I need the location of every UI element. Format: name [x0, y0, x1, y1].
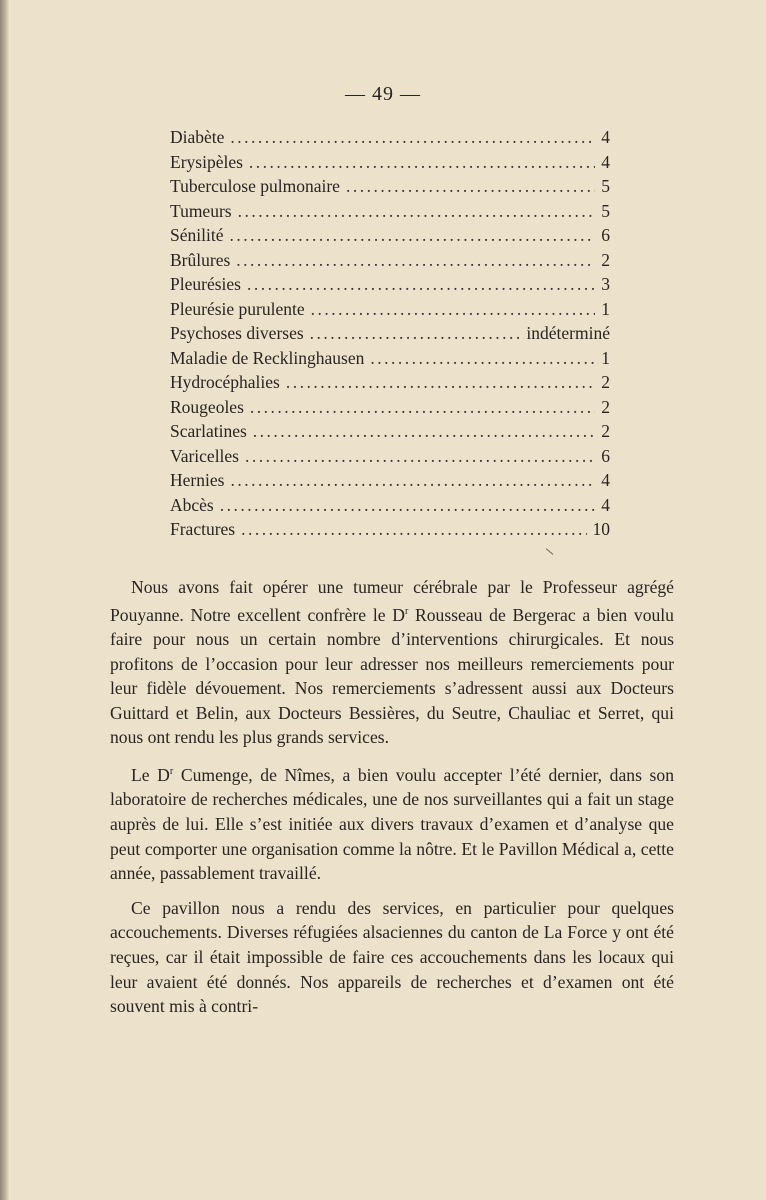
stats-row: [170, 495, 610, 520]
condition-label: Pleurésies: [170, 274, 241, 294]
count-value: 6: [601, 225, 610, 245]
condition-label: Tuberculose pulmonaire: [170, 176, 340, 196]
stats-row: [170, 176, 610, 201]
statistics-list: [170, 127, 610, 544]
paragraph-1-text-b: Rousseau de Bergerac a bien voulu faire pour nous un certain nombre d’interventions chirurgicales. Et nous profitons de l’occasion pour leur adresser nos meilleurs remerciements pour leur fidèle dévouement. Nos remerciements s’adressent aussi aux Docteurs Guittard et Belin, aux Docteurs Bessières, du Seutre, Chauliac et Serret, qui nous ont rendu les plus grands services.: [110, 604, 674, 748]
count-value: 2: [601, 249, 610, 270]
count-value: indéterminé: [526, 323, 610, 343]
stray-mark: [546, 548, 554, 555]
condition-label: Abcès: [170, 494, 214, 515]
count-value: 4: [601, 494, 610, 515]
dot-leader: [220, 495, 596, 516]
dot-leader: [238, 201, 596, 222]
paragraph-3: Ce pavillon nous a rendu des services, en particulier pour quelques accouchements. Diverses réfugiées alsaciennes du canton de La Force y ont été reçues, car il était impossible de faire ces accouchements dans les locaux qui leur avaient été donnés. Nos appareils de recherches et d’examen ont été souvent mis à contri-: [110, 897, 674, 1017]
dot-leader: [245, 446, 595, 467]
stats-row: [170, 397, 610, 422]
dot-leader: [241, 519, 586, 540]
stats-row: [170, 299, 610, 324]
condition-label: Hernies: [170, 470, 225, 490]
count-value: 2: [601, 372, 610, 392]
condition-label: Sénilité: [170, 225, 224, 245]
dot-leader: [250, 397, 595, 418]
condition-label: Hydrocéphalies: [170, 372, 280, 392]
dot-leader: [230, 470, 595, 491]
condition-label: Pleurésie purulente: [170, 298, 305, 319]
body-text: [110, 575, 674, 1029]
dot-leader: [236, 250, 595, 271]
dot-leader: [230, 127, 595, 148]
stats-row: [170, 519, 610, 544]
dot-leader: [249, 152, 595, 173]
dot-leader: [286, 372, 595, 393]
condition-label: Tumeurs: [170, 200, 232, 221]
count-value: 5: [601, 200, 610, 221]
condition-label: Brûlures: [170, 249, 231, 270]
count-value: 1: [601, 347, 610, 368]
dot-leader: [370, 348, 595, 369]
count-value: 10: [592, 519, 610, 539]
superscript: r: [404, 605, 409, 617]
condition-label: Varicelles: [170, 445, 239, 466]
stats-row: [170, 323, 610, 348]
dot-leader: [310, 323, 521, 344]
condition-label: Maladie de Recklinghausen: [170, 347, 365, 368]
paragraph-1-text-a: Nous avons fait opérer une tumeur cérébrale par le Professeur agrégé Pouyanne. Notre excellent confrère le D: [110, 577, 674, 625]
stats-row: [170, 470, 610, 495]
dot-leader: [311, 299, 596, 320]
count-value: 2: [601, 396, 610, 417]
condition-label: Erysipèles: [170, 151, 243, 172]
stats-row: [170, 446, 610, 471]
paragraph-2-text-b: Cumenge, de Nîmes, a bien voulu accepter l’été dernier, dans son laboratoire de recherches médicales, une de nos surveillantes qui a fait un stage auprès de lui. Elle s’est initiée aux divers travaux d’examen et d’analyse que peut comporter une organisation comme la nôtre. Et le Pavillon Médical a, cette année, passablement travaillé.: [110, 764, 674, 884]
stats-row: [170, 421, 610, 446]
dot-leader: [346, 176, 595, 197]
stats-row: [170, 127, 610, 152]
stats-row: [170, 152, 610, 177]
paragraph-1: [110, 575, 674, 750]
dot-leader: [229, 225, 595, 246]
page-number: — 49 —: [345, 83, 421, 105]
stats-row: [170, 372, 610, 397]
paragraph-2-text-a: Le D: [131, 764, 170, 785]
stats-row: [170, 225, 610, 250]
count-value: 6: [601, 445, 610, 466]
count-value: 5: [601, 176, 610, 196]
count-value: 3: [601, 274, 610, 294]
condition-label: Psychoses diverses: [170, 323, 304, 343]
stats-row: [170, 250, 610, 275]
count-value: 1: [601, 298, 610, 319]
condition-label: Fractures: [170, 519, 236, 539]
stats-row: [170, 348, 610, 373]
condition-label: Diabète: [170, 127, 225, 147]
dot-leader: [253, 421, 595, 442]
condition-label: Scarlatines: [170, 421, 247, 441]
count-value: 4: [601, 151, 610, 172]
count-value: 4: [601, 127, 610, 147]
superscript: r: [169, 766, 174, 778]
paragraph-2: [110, 760, 674, 886]
count-value: 4: [601, 470, 610, 490]
condition-label: Rougeoles: [170, 396, 244, 417]
count-value: 2: [601, 421, 610, 441]
page-edge: [0, 0, 9, 1200]
stats-row: [170, 201, 610, 226]
stats-row: [170, 274, 610, 299]
dot-leader: [247, 274, 595, 295]
